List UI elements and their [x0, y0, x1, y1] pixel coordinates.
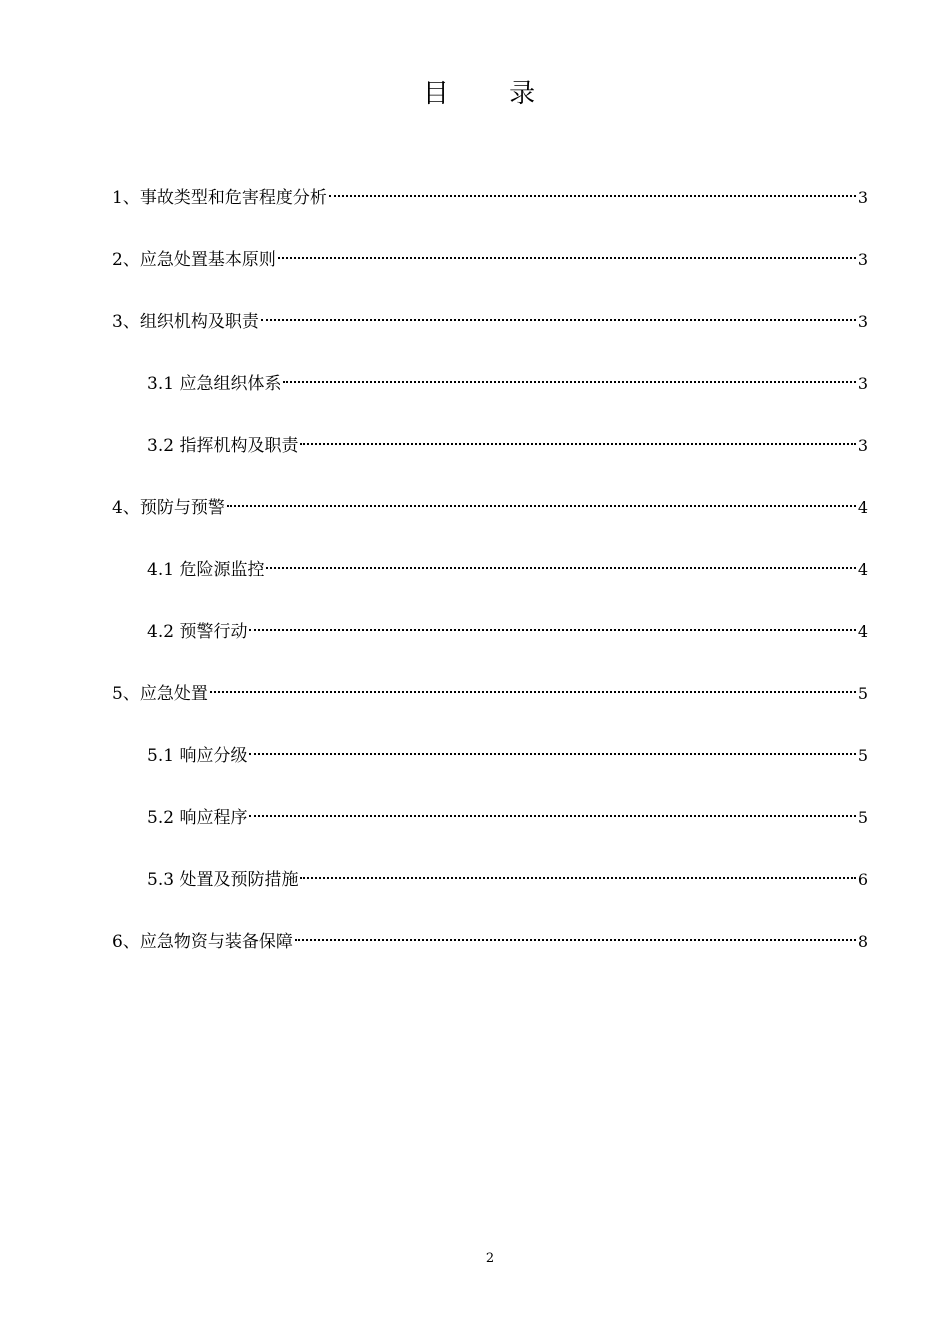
toc-entry-label: 1、事故类型和危害程度分析 [112, 188, 327, 208]
dot-leader [261, 319, 856, 321]
toc-entry-label: 3.2 指挥机构及职责 [147, 436, 299, 456]
toc-entry-label: 4.1 危险源监控 [147, 560, 265, 580]
dot-leader [300, 877, 855, 879]
toc-entry-label: 6、应急物资与装备保障 [112, 932, 293, 952]
dot-leader [329, 195, 856, 197]
dot-leader [295, 939, 856, 941]
toc-entry-5-1[interactable] [0, 738, 950, 774]
toc-entry-page: 3 [857, 312, 868, 331]
toc-title: 目 录 [422, 79, 562, 109]
toc-entry-label: 5.2 响应程序 [147, 808, 248, 828]
toc-entry-page: 3 [857, 436, 868, 455]
toc-entry-page: 3 [857, 374, 868, 393]
dot-leader [227, 505, 856, 507]
toc-entry-1[interactable] [0, 180, 950, 216]
toc-entry-page: 4 [857, 622, 868, 641]
dot-leader [249, 815, 855, 817]
toc-entry-4-2[interactable] [0, 614, 950, 650]
toc-entry-label: 3.1 应急组织体系 [147, 374, 282, 394]
dot-leader [278, 257, 856, 259]
toc-entry-page: 4 [857, 560, 868, 579]
toc-entry-4-1[interactable] [0, 552, 950, 588]
toc-entry-page: 5 [857, 808, 868, 827]
toc-entry-page: 8 [857, 932, 868, 951]
toc-entry-label: 2、应急处置基本原则 [112, 250, 276, 270]
dot-leader [266, 567, 855, 569]
toc-entry-4[interactable] [0, 490, 950, 526]
page-number: 2 [485, 1251, 495, 1266]
toc-entry-5[interactable] [0, 676, 950, 712]
dot-leader [249, 629, 855, 631]
dot-leader [300, 443, 855, 445]
toc-entry-5-2[interactable] [0, 800, 950, 836]
toc-entry-2[interactable] [0, 242, 950, 278]
toc-entry-page: 4 [857, 498, 868, 517]
dot-leader [283, 381, 855, 383]
toc-entry-3-1[interactable] [0, 366, 950, 402]
toc-entry-page: 6 [857, 870, 868, 889]
toc-entry-page: 3 [857, 250, 868, 269]
toc-entry-page: 5 [857, 684, 868, 703]
toc-entry-page: 3 [857, 188, 868, 207]
toc-entry-label: 5.3 处置及预防措施 [147, 870, 299, 890]
toc-entry-3[interactable] [0, 304, 950, 340]
dot-leader [210, 691, 856, 693]
dot-leader [249, 753, 855, 755]
toc-entry-label: 4、预防与预警 [112, 498, 225, 518]
toc-entry-label: 5、应急处置 [112, 684, 208, 704]
toc-entry-label: 3、组织机构及职责 [112, 312, 259, 332]
toc-entry-label: 4.2 预警行动 [147, 622, 248, 642]
toc-entry-3-2[interactable] [0, 428, 950, 464]
toc-entry-page: 5 [857, 746, 868, 765]
toc-entry-label: 5.1 响应分级 [147, 746, 248, 766]
toc-entry-5-3[interactable] [0, 862, 950, 898]
toc-entry-6[interactable] [0, 924, 950, 960]
